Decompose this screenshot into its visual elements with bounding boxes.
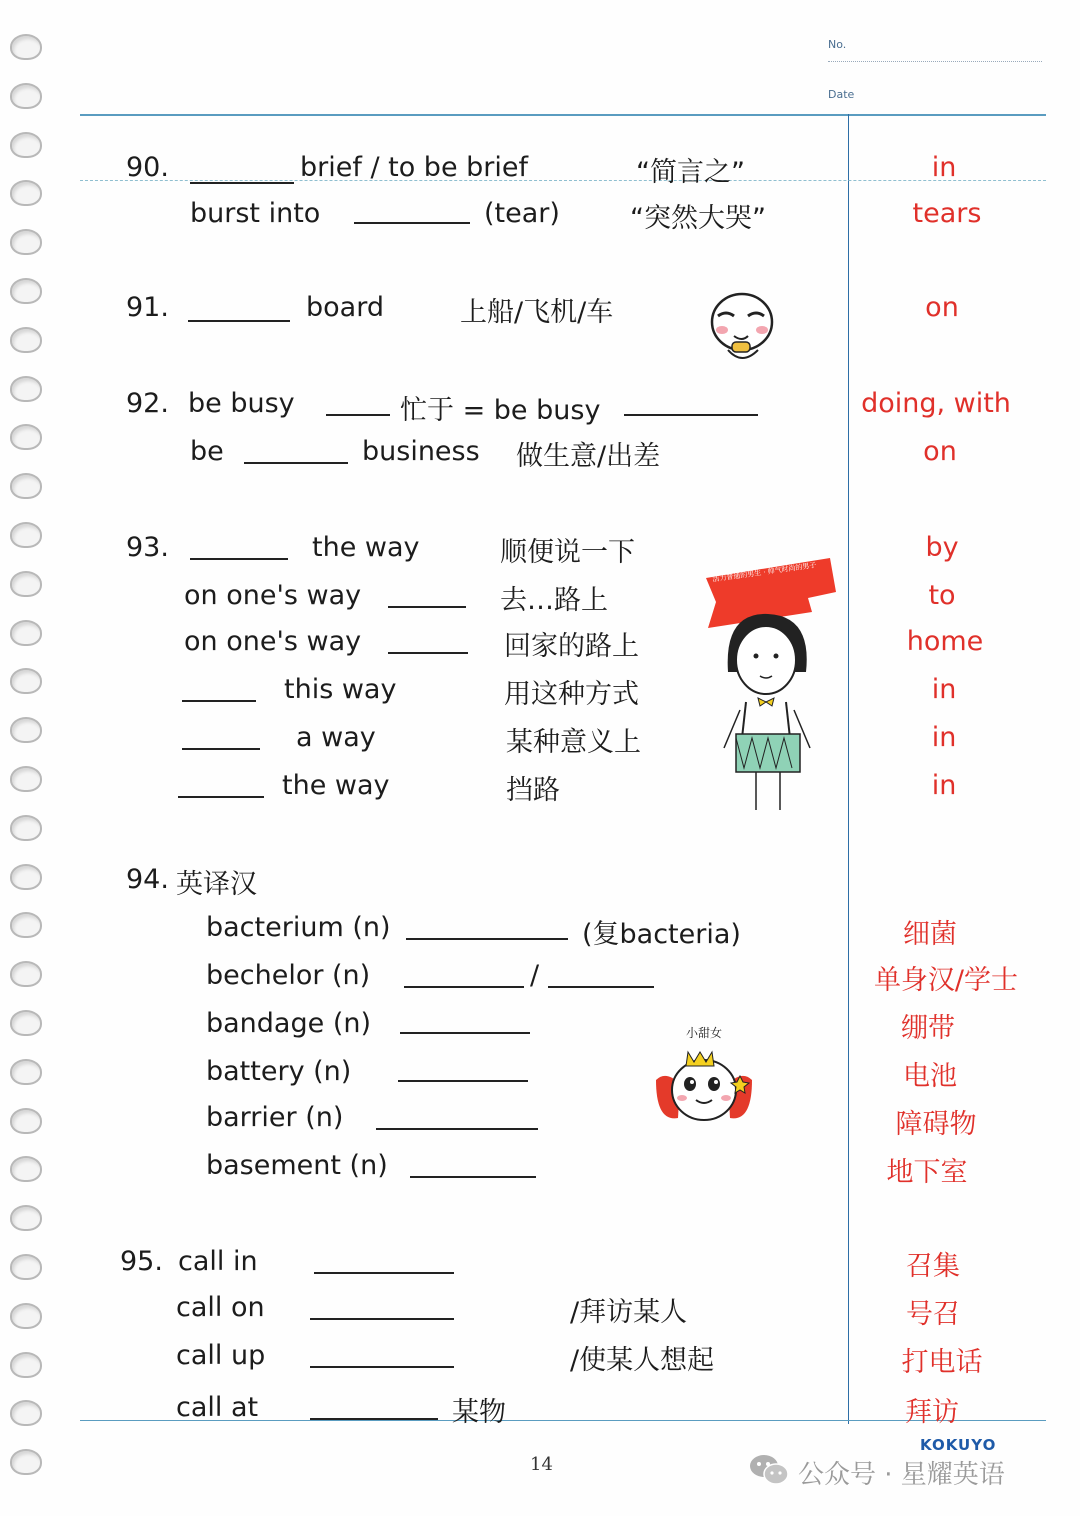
q90-line2-b: (tear) [484, 198, 560, 229]
binding-ring [10, 1059, 42, 1085]
q93-row2-cn: 去…路上 [500, 585, 608, 616]
q94-word-2-sep: / [530, 960, 540, 991]
q93-number: 93. [126, 532, 169, 563]
q94-number: 94. [126, 864, 169, 895]
q94-blank-2a [404, 986, 524, 988]
q93-row3-cn: 回家的路上 [504, 631, 639, 662]
q95-row4-cn: 某物 [452, 1397, 506, 1428]
banner-text: 活力普通的男生 · 帅气时尚的男子 [712, 561, 817, 584]
binding-ring [10, 1449, 42, 1475]
binding-ring [10, 1352, 42, 1378]
q90-blank-2 [354, 222, 470, 224]
q91-cn: 上船/飞机/车 [460, 297, 614, 328]
q94-blank-6 [410, 1176, 536, 1178]
girl-sticker-icon [652, 1040, 756, 1134]
binding-ring [10, 424, 42, 450]
q94-word-3: bandage (n) [206, 1008, 371, 1039]
q95-row2-cn: /拜访某人 [570, 1297, 688, 1328]
watermark-text: 公众号 · 星耀英语 [798, 1460, 1005, 1490]
top-rule [80, 114, 1046, 116]
q95-row3-cn: /使某人想起 [570, 1345, 715, 1376]
q95-blank-3 [310, 1366, 454, 1368]
q92-line2-b: business [362, 436, 480, 467]
q92-line2-cn: 做生意/出差 [516, 441, 661, 472]
q93-answer-4: in [931, 674, 957, 705]
binding-ring [10, 1010, 42, 1036]
q93-row3-text: on one's way [184, 626, 362, 657]
q93-blank-3 [388, 652, 468, 654]
q92-number: 92. [126, 388, 169, 419]
q93-row1-cn: 顺便说一下 [500, 537, 635, 568]
q94-blank-1 [406, 938, 568, 940]
boy-sticker-icon [700, 552, 840, 814]
q93-row5-cn: 某种意义上 [506, 727, 641, 758]
q90-answer-2: tears [912, 198, 982, 229]
q94-answer-2: 单身汉/学士 [873, 965, 1019, 996]
q90-line1-text: brief / to be brief [300, 152, 528, 183]
q93-blank-6 [178, 796, 264, 798]
q92-line1-a: be busy [188, 388, 295, 419]
q92-line2-a: be [190, 436, 224, 467]
binding-ring [10, 766, 42, 792]
binding-ring [10, 717, 42, 743]
binding-ring [10, 1254, 42, 1280]
binding-ring [10, 1108, 42, 1134]
q93-row4-text: this way [284, 674, 397, 705]
girl-sticker-label: 小甜女 [686, 1026, 723, 1040]
q93-blank-4 [182, 700, 256, 702]
q94-word-2: bechelor (n) [206, 960, 371, 991]
q92-blank-1 [326, 414, 390, 416]
binding-ring [10, 1156, 42, 1182]
q91-answer: on [925, 292, 959, 323]
q94-blank-2b [548, 986, 654, 988]
q94-word-5: barrier (n) [206, 1102, 344, 1133]
q95-row2-text: call on [176, 1292, 265, 1323]
date-label: Date [828, 88, 855, 101]
q95-answer-1: 召集 [906, 1251, 960, 1282]
q94-answer-5: 障碍物 [895, 1109, 977, 1140]
q93-answer-5: in [931, 722, 957, 753]
page-number: 14 [530, 1454, 553, 1475]
no-line [828, 61, 1042, 62]
q92-answer-2: on [923, 436, 957, 467]
q93-row6-cn: 挡路 [506, 775, 560, 806]
binding-ring [10, 327, 42, 353]
q92-answer-1: doing, with [861, 388, 1011, 419]
q91-number: 91. [126, 292, 169, 323]
q95-answer-2: 号召 [906, 1299, 960, 1330]
no-label: No. [828, 38, 847, 51]
q93-blank-1 [190, 558, 288, 560]
q90-line2-a: burst into [190, 198, 321, 229]
q94-title: 英译汉 [176, 869, 257, 900]
q93-blank-2 [388, 606, 466, 608]
q93-answer-1: by [925, 532, 959, 563]
q94-word-1: bacterium (n) [206, 912, 391, 943]
q94-blank-4 [398, 1080, 528, 1082]
q94-answer-6: 地下室 [886, 1157, 968, 1188]
q94-answer-3: 绷带 [901, 1013, 955, 1044]
answer-margin-line [848, 114, 849, 1424]
q90-answer-1: in [931, 152, 957, 183]
q95-answer-3: 打电话 [901, 1347, 983, 1378]
binding-ring [10, 180, 42, 206]
wechat-icon [748, 1452, 790, 1488]
q93-answer-3: home [906, 626, 984, 657]
q94-word-6: basement (n) [206, 1150, 388, 1181]
q91-text: board [306, 292, 384, 323]
spiral-binding [10, 30, 44, 1490]
binding-ring [10, 912, 42, 938]
q90-number: 90. [126, 152, 169, 183]
binding-ring [10, 1205, 42, 1231]
binding-ring [10, 376, 42, 402]
q93-row5-text: a way [296, 722, 376, 753]
q93-answer-6: in [931, 770, 957, 801]
q95-number: 95. [120, 1246, 163, 1277]
q95-blank-4 [310, 1418, 438, 1420]
binding-ring [10, 229, 42, 255]
binding-ring [10, 961, 42, 987]
binding-ring [10, 1400, 42, 1426]
binding-ring [10, 815, 42, 841]
binding-ring [10, 668, 42, 694]
q92-blank-2 [624, 414, 758, 416]
q94-blank-5 [376, 1128, 538, 1130]
binding-ring [10, 864, 42, 890]
q93-answer-2: to [928, 580, 956, 611]
binding-ring [10, 473, 42, 499]
q92-blank-3 [244, 462, 348, 464]
q91-blank [188, 320, 290, 322]
q93-row6-text: the way [282, 770, 390, 801]
q95-answer-4: 拜访 [905, 1397, 959, 1428]
binding-ring [10, 571, 42, 597]
q94-word-1-extra: (复bacteria) [582, 919, 741, 950]
q93-row4-cn: 用这种方式 [504, 679, 639, 710]
binding-ring [10, 620, 42, 646]
binding-ring [10, 34, 42, 60]
q94-answer-1: 细菌 [903, 919, 957, 950]
binding-ring [10, 522, 42, 548]
face-sticker-icon [704, 286, 782, 368]
binding-ring [10, 132, 42, 158]
q92-line1-b: 忙于 = be busy [400, 395, 601, 426]
q90-line1-cn: “简言之” [636, 157, 745, 188]
q95-blank-1 [314, 1272, 454, 1274]
binding-ring [10, 278, 42, 304]
q95-row1-text: call in [178, 1246, 258, 1277]
q93-blank-5 [182, 748, 260, 750]
binding-ring [10, 83, 42, 109]
q95-blank-2 [310, 1318, 454, 1320]
q93-row1-text: the way [312, 532, 420, 563]
q94-blank-3 [400, 1032, 530, 1034]
binding-ring [10, 1303, 42, 1329]
brand-logo: KOKUYO [920, 1436, 997, 1454]
q94-answer-4: 电池 [903, 1061, 957, 1092]
q90-blank-1 [190, 182, 294, 184]
q95-row3-text: call up [176, 1340, 266, 1371]
q94-word-4: battery (n) [206, 1056, 352, 1087]
q95-row4-text: call at [176, 1392, 259, 1423]
q93-row2-text: on one's way [184, 580, 362, 611]
q90-line2-cn: “突然大哭” [630, 203, 766, 234]
